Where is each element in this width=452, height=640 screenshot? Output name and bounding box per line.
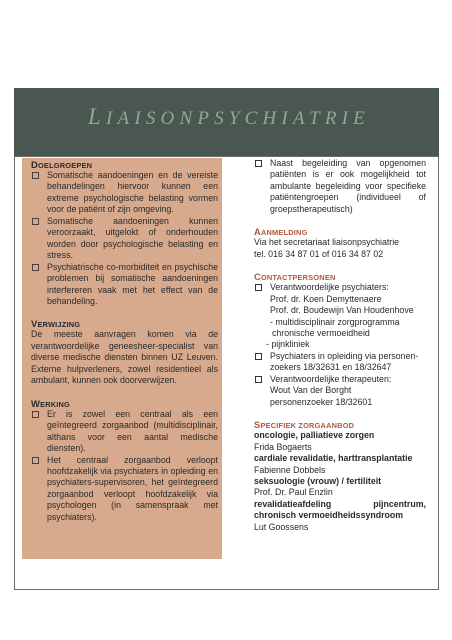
checkbox-bullet-icon bbox=[32, 457, 39, 464]
intro-text: Naast begeleiding van opgenomen patiënten is er ook mogelijkheid tot ambulante begeleiding voor specifieke patiëntengroepen (individueel of groepstherapeutisch) bbox=[254, 158, 426, 215]
list-item: Psychiaters in opleiding via personen- bbox=[254, 351, 426, 362]
list-item: Psychiatrische co-morbiditeit en psychische problemen bij somatische aandoeningen interfereren vaak met het effect van de behandeling. bbox=[31, 262, 218, 308]
list-item: Verantwoordelijke therapeuten: bbox=[254, 374, 426, 385]
list-item: Verantwoordelijke psychiaters: bbox=[254, 282, 426, 293]
checkbox-bullet-icon bbox=[255, 353, 262, 360]
checkbox-bullet-icon bbox=[32, 172, 39, 179]
heading-specifiek-zorgaanbod: SPECIFIEK ZORGAANBOD bbox=[254, 419, 355, 431]
banner-divider bbox=[14, 156, 439, 157]
zorgaanbod-name: Prof. Dr. Paul Enzlin bbox=[254, 487, 333, 498]
heading-aanmelding: AANMELDING bbox=[254, 226, 308, 238]
aanmelding-phone: tel. 016 34 87 01 of 016 34 87 02 bbox=[254, 248, 384, 259]
verwijzing-text: De meeste aanvragen komen via de verantwoordelijke geneesheer-specialist van diverse medische diensten binnen UZ Leuven. Externe hulpverleners, zowel residentieel als ambulant, kunnen ook doorverwijzen. bbox=[31, 329, 218, 386]
heading-contactpersonen: CONTACTPERSONEN bbox=[254, 271, 336, 283]
zorgaanbod-title: oncologie, palliatieve zorgen bbox=[254, 430, 375, 441]
zorgaanbod-name: Fabienne Dobbels bbox=[254, 464, 326, 475]
left-panel bbox=[22, 158, 222, 559]
zorgaanbod-title: seksuologie (vrouw) / fertiliteit bbox=[254, 475, 382, 486]
contact-sub: - multidisciplinair zorgprogramma bbox=[270, 316, 400, 327]
zorgaanbod-title: revalidatieafdeling pijncentrum, chronisch vermoeidheidssyndroom bbox=[254, 498, 426, 521]
list-item: Er is zowel een centraal als een geïntegreerd zorgaanbod (multidisciplinair, althans voor een aantal medische diensten). bbox=[31, 409, 218, 455]
checkbox-bullet-icon bbox=[32, 411, 39, 418]
checkbox-bullet-icon bbox=[255, 284, 262, 291]
zorgaanbod-name: Frida Bogaerts bbox=[254, 441, 312, 452]
heading-werking: WERKING bbox=[31, 397, 71, 409]
page-title: LIAISONPSYCHIATRIE bbox=[88, 104, 370, 129]
contact-sub: - pijnkliniek bbox=[266, 339, 310, 350]
contact-pager: zoekers 18/32631 en 18/32647 bbox=[270, 362, 392, 373]
contact-name: Wout Van der Borght bbox=[270, 385, 352, 396]
contact-name: Prof. dr. Koen Demyttenaere bbox=[270, 293, 382, 304]
heading-verwijzing: VERWIJZING bbox=[31, 318, 81, 330]
heading-doelgroepen: DOELGROEPEN bbox=[31, 159, 93, 170]
contact-sub: chronische vermoeidheid bbox=[272, 327, 370, 338]
aanmelding-line: Via het secretariaat liaisonpsychiatrie bbox=[254, 237, 400, 248]
contact-name: Prof. dr. Boudewijn Van Houdenhove bbox=[270, 305, 414, 316]
zorgaanbod-name: Lut Goossens bbox=[254, 521, 309, 532]
checkbox-bullet-icon bbox=[32, 218, 39, 225]
list-item: Somatische aandoeningen en de vereiste behandelingen hiervoor kunnen een extreme psychologische belasting vormen voor de patiënt of zijn omgeving. bbox=[31, 170, 218, 216]
contact-pager: personenzoeker 18/32601 bbox=[270, 396, 373, 407]
checkbox-bullet-icon bbox=[32, 264, 39, 271]
checkbox-bullet-icon bbox=[255, 376, 262, 383]
right-column bbox=[254, 158, 426, 533]
checkbox-bullet-icon bbox=[255, 160, 262, 167]
list-item: Het centraal zorgaanbod verloopt hoofdzakelijk via psychiaters in opleiding en psychiaters-supervisoren, het geïntegreerd zorgaanbod verloopt hoofdzakelijk via psychologen (in samenspraak met psychiaters). bbox=[31, 455, 218, 524]
zorgaanbod-title: cardiale revalidatie, harttransplantatie bbox=[254, 453, 413, 464]
list-item: Somatische aandoeningen kunnen veroorzaakt, uitgelokt of onderhouden worden door psychologische belasting en stress. bbox=[31, 216, 218, 262]
